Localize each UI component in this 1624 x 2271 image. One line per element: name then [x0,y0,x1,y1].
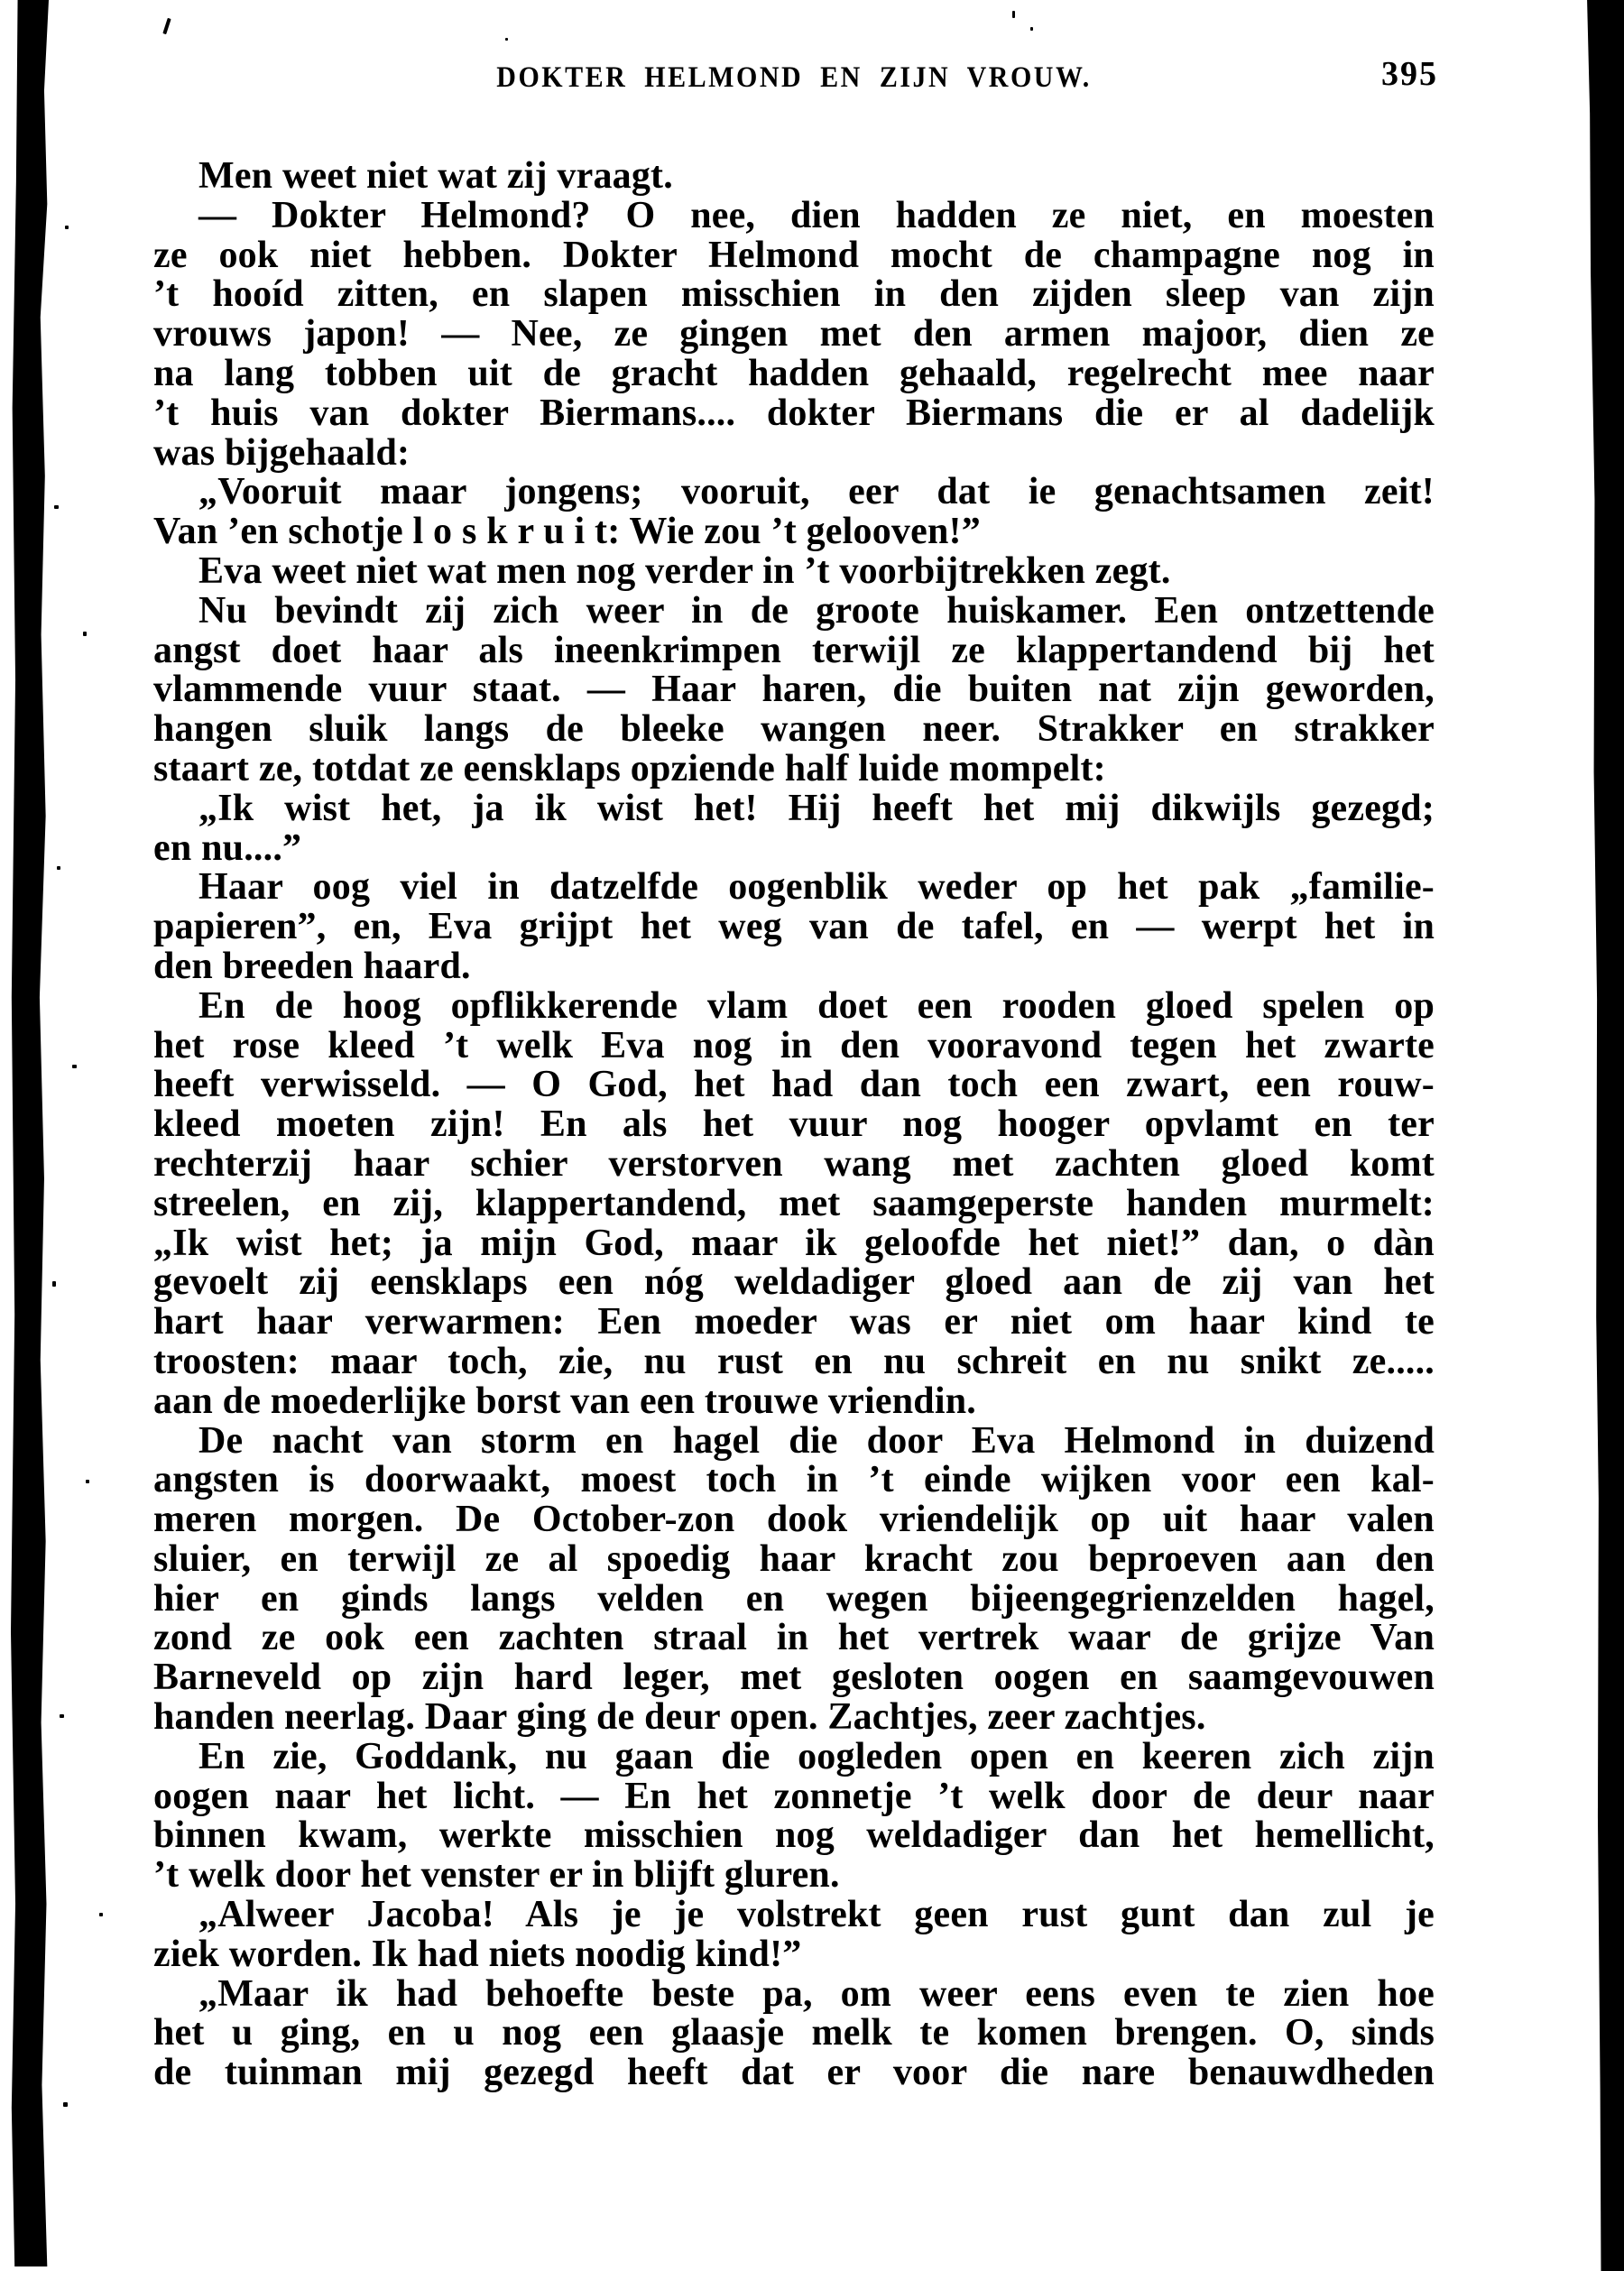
text-line: het rose kleed ’t welk Eva nog in den vooravond tegen het zwarte [153,1024,1435,1066]
scan-speckle [505,38,508,41]
text-line: En de hoog opflikkerende vlam doet een rooden gloed spelen op [198,984,1435,1027]
scan-speckle [60,1714,64,1718]
text-line: meren morgen. De October-zon dook vriendelijk op uit haar valen [153,1499,1435,1541]
text-line: papieren”, en, Eva grijpt het weg van de tafel, en — werpt het in [153,906,1435,948]
text-line: Eva weet niet wat men nog verder in ’t voorbijtrekken zegt. [198,549,1171,592]
text-line: ze ook niet hebben. Dokter Helmond mocht de champagne nog in [153,234,1435,276]
scan-speckle [54,505,59,509]
page-number: 395 [1381,55,1438,93]
text-line: Nu bevindt zij zich weer in de groote huiskamer. Een ontzettende [198,589,1435,632]
text-line: staart ze, totdat ze eensklaps opziende half luide mompelt: [153,747,1106,789]
text-line: De nacht van storm en hagel die door Eva Helmond in duizend [198,1419,1435,1462]
text-line: „Maar ik had behoefte beste pa, om weer eens even te zien hoe [198,1972,1435,2015]
text-line: ziek worden. Ik had niets noodig kind!” [153,1933,802,1975]
text-line: angst doet haar als ineenkrimpen terwijl ze klappertandend bij het [153,629,1435,671]
text-line: sluier, en terwijl ze al spoedig haar kracht zou beproeven aan den [153,1537,1435,1580]
text-line: hangen sluik langs de bleeke wangen neer. Strakker en strakker [153,708,1435,751]
text-line: kleed moeten zijn! En als het vuur nog hooger opvlamt en ter [153,1103,1435,1146]
text-line: oogen naar het licht. — En het zonnetje ’t welk door de deur naar [153,1775,1435,1817]
scan-speckle [99,1913,103,1916]
text-line: Haar oog viel in datzelfde oogenblik weder op het pak „familie- [198,866,1435,909]
text-line: was bijgehaald: [153,431,411,474]
scan-speckle [52,1281,56,1287]
text-line: „Alweer Jacoba! Als je je volstrekt geen rust gunt dan zul je [198,1894,1435,1936]
text-line: vrouws japon! — Nee, ze gingen met den armen majoor, dien ze [153,313,1435,355]
scan-artifact-left-bar [11,0,49,2266]
text-line: Barneveld op zijn hard leger, met gesloten oogen en saamgevouwen [153,1657,1435,1699]
text-line: angsten is doorwaakt, moest toch in ’t einde wijken voor een kal- [153,1459,1435,1501]
text-line: gevoelt zij eensklaps een nóg weldadiger gloed aan de zij van het [153,1261,1435,1304]
text-line: ’t hooíd zitten, en slapen misschien in den zijden sleep van zijn [153,273,1435,316]
page-header [153,54,1438,97]
scan-speckle [63,2102,68,2107]
text-line: en nu....” [153,826,302,869]
text-line: troosten: maar toch, zie, nu rust en nu schreit en nu snikt ze..... [153,1340,1435,1382]
scan-speckle [83,632,87,636]
scan-artifact-right-bar [1584,0,1624,2271]
text-line: ’t huis van dokter Biermans.... dokter Biermans die er al dadelijk [153,392,1435,434]
text-line: streelen, en zij, klappertandend, met saamgeperste handen murmelt: [153,1182,1435,1224]
scan-speckle [57,866,60,870]
text-line: Van ’en schotje l o s k r u i t: Wie zou ’t gelooven!” [153,511,981,553]
text-line: „Vooruit maar jongens; vooruit, eer dat ie genachtsamen zeit! [198,471,1435,513]
text-line: vlammende vuur staat. — Haar haren, die buiten nat zijn geworden, [153,669,1435,711]
text-line: aan de moederlijke borst van een trouwe vriendin. [153,1380,976,1422]
text-line: „Ik wist het; ja mijn God, maar ik geloofde het niet!” dan, o dàn [153,1222,1435,1264]
scan-speckle [86,1480,89,1483]
scan-speckle [1030,27,1033,31]
text-line: — Dokter Helmond? O nee, dien hadden ze niet, en moesten [198,194,1435,236]
text-line: rechterzij haar schier verstorven wang met zachten gloed komt [153,1142,1435,1185]
text-line: Men weet niet wat zij vraagt. [198,155,673,197]
text-line: hart haar verwarmen: Een moeder was er niet om haar kind te [153,1301,1435,1343]
scan-speckle [65,226,69,229]
text-line: na lang tobben uit de gracht hadden gehaald, regelrecht mee naar [153,352,1435,394]
text-line: binnen kwam, werkte misschien nog weldadiger dan het hemellicht, [153,1814,1435,1857]
text-line: de tuinman mij gezegd heeft dat er voor die nare benauwdheden [153,2052,1435,2094]
text-line: „Ik wist het, ja ik wist het! Hij heeft het mij dikwijls gezegd; [198,787,1435,829]
scan-speckle [1012,11,1015,18]
text-line: handen neerlag. Daar ging de deur open. Zachtjes, zeer zachtjes. [153,1696,1206,1739]
running-title: DOKTER HELMOND EN ZIJN VROUW. [496,61,1092,94]
page-body [153,157,1435,2093]
text-line: En zie, Goddank, nu gaan die oogleden open en keeren zich zijn [198,1735,1435,1777]
text-line: zond ze ook een zachten straal in het vertrek waar de grijze Van [153,1617,1435,1659]
text-line: heeft verwisseld. — O God, het had dan toch een zwart, een rouw- [153,1064,1435,1106]
text-line: ’t welk door het venster er in blijft gluren. [153,1854,840,1897]
scan-speckle [72,1065,77,1068]
text-line: het u ging, en u nog een glaasje melk te komen brengen. O, sinds [153,2012,1435,2054]
text-line: den breeden haard. [153,945,471,987]
text-line: hier en ginds langs velden en wegen bijeengegrienzelden hagel, [153,1577,1435,1620]
scan-speckle [162,18,171,34]
